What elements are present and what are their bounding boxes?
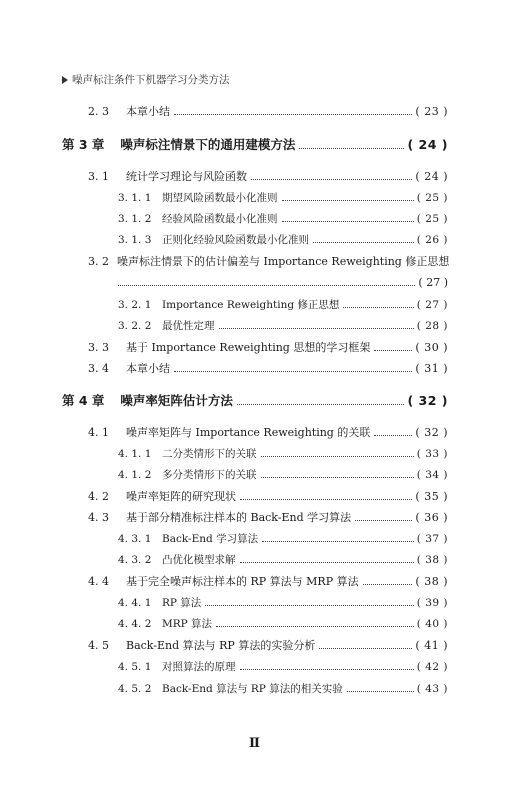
toc-entry-page: ( 37 ) bbox=[416, 533, 448, 545]
toc-entry-number: 4. 4. 2 bbox=[118, 618, 152, 630]
toc-entry-number: 3. 4 bbox=[88, 362, 109, 375]
toc-entry-page: ( 38 ) bbox=[415, 575, 448, 588]
toc-entry-number: 4. 2 bbox=[88, 490, 109, 503]
leader-dots bbox=[251, 179, 412, 180]
toc-entry-number: 3. 2 bbox=[88, 255, 109, 268]
toc-entry[interactable] bbox=[88, 639, 448, 653]
toc-entry-number: 3. 1. 3 bbox=[118, 234, 152, 246]
toc-entry-number: 4. 1. 2 bbox=[118, 469, 152, 481]
toc-entry-number: 3. 3 bbox=[88, 341, 109, 354]
toc-entry-page: ( 27 ) bbox=[416, 299, 448, 311]
leader-dots bbox=[261, 456, 414, 457]
toc-entry[interactable] bbox=[88, 105, 448, 119]
toc-entry-title: 最优性定理 bbox=[162, 320, 215, 332]
toc-entry-page: ( 38 ) bbox=[416, 554, 448, 566]
leader-dots bbox=[313, 242, 414, 243]
toc-entry-page: ( 32 ) bbox=[407, 393, 448, 408]
leader-dots bbox=[282, 200, 414, 201]
toc-entry-title: 多分类情形下的关联 bbox=[162, 469, 257, 481]
toc-entry-title: 正则化经验风险函数最小化准则 bbox=[162, 234, 309, 246]
toc-entry[interactable] bbox=[88, 490, 448, 504]
toc-entry[interactable] bbox=[88, 511, 448, 525]
toc-entry-number: 4. 4. 1 bbox=[118, 597, 152, 609]
toc-entry[interactable] bbox=[88, 341, 448, 355]
page-folio: Ⅱ bbox=[249, 736, 260, 751]
toc-entry-number: 2. 3 bbox=[88, 105, 109, 118]
leader-dots bbox=[219, 328, 414, 329]
toc-entry[interactable] bbox=[88, 255, 448, 269]
toc-entry[interactable] bbox=[118, 532, 448, 546]
toc-entry-title: Back-End 算法与 RP 算法的相关实验 bbox=[162, 683, 343, 695]
toc-entry-title: 统计学习理论与风险函数 bbox=[126, 170, 247, 183]
toc-entry-title: Back-End 算法与 RP 算法的实验分析 bbox=[126, 639, 316, 652]
toc-entry-page: ( 24 ) bbox=[407, 137, 448, 152]
toc-entry-title: 基于 Importance Reweighting 思想的学习框架 bbox=[126, 341, 371, 354]
toc-entry-number: 4. 3. 1 bbox=[118, 533, 152, 545]
toc-entry-page: ( 26 ) bbox=[416, 234, 448, 246]
toc-entry-number: 3. 2. 2 bbox=[118, 320, 152, 332]
toc-entry[interactable] bbox=[118, 233, 448, 247]
toc-entry-title: RP 算法 bbox=[162, 597, 202, 609]
toc-entry-continuation[interactable] bbox=[118, 276, 448, 289]
toc-entry-number: 3. 1. 1 bbox=[118, 192, 152, 204]
toc-entry-page: ( 25 ) bbox=[416, 192, 448, 204]
toc-entry-page: ( 33 ) bbox=[416, 448, 448, 460]
leader-dots bbox=[363, 584, 413, 585]
leader-dots bbox=[261, 477, 414, 478]
leader-dots bbox=[343, 307, 413, 308]
toc-entry-page: ( 39 ) bbox=[416, 597, 448, 609]
running-header-title: 噪声标注条件下机器学习分类方法 bbox=[72, 74, 230, 86]
toc-entry-title: 噪声率矩阵的研究现状 bbox=[126, 490, 236, 503]
toc-entry-page: ( 24 ) bbox=[415, 170, 448, 183]
toc-entry-title: Back-End 学习算法 bbox=[162, 533, 259, 545]
toc-entry-number: 4. 5. 1 bbox=[118, 661, 152, 673]
toc-entry-number: 4. 4 bbox=[88, 575, 109, 588]
toc-entry[interactable] bbox=[88, 170, 448, 184]
toc-entry[interactable] bbox=[118, 447, 448, 461]
leader-dots bbox=[282, 221, 414, 222]
toc-entry[interactable] bbox=[118, 212, 448, 226]
toc-entry[interactable] bbox=[118, 660, 448, 674]
toc-entry-number: 4. 5. 2 bbox=[118, 683, 152, 695]
toc-entry[interactable] bbox=[118, 682, 448, 696]
leader-dots bbox=[374, 435, 412, 436]
toc-entry-number: 4. 3 bbox=[88, 511, 109, 524]
toc-entry-title: 噪声标注情景下的估计偏差与 Importance Reweighting 修正思想 bbox=[117, 255, 450, 268]
toc-entry-page: ( 34 ) bbox=[416, 469, 448, 481]
leader-dots bbox=[237, 404, 405, 405]
leader-dots bbox=[347, 691, 414, 692]
triangle-marker-icon bbox=[62, 76, 68, 84]
toc-entry-page: ( 23 ) bbox=[415, 105, 448, 118]
toc-entry-title: 经验风险函数最小化准则 bbox=[162, 213, 278, 225]
toc-entry-title: 本章小结 bbox=[126, 105, 170, 118]
toc-entry-number: 4. 1. 1 bbox=[118, 448, 152, 460]
leader-dots bbox=[118, 285, 415, 286]
toc-entry-title: Importance Reweighting 修正思想 bbox=[162, 299, 340, 311]
toc-entry-page: ( 31 ) bbox=[415, 362, 448, 375]
toc-entry-title: MRP 算法 bbox=[162, 618, 213, 630]
toc-entry[interactable] bbox=[88, 575, 448, 589]
toc-entry-title: 基于完全噪声标注样本的 RP 算法与 MRP 算法 bbox=[126, 575, 359, 588]
toc-entry-page: ( 27 ) bbox=[418, 276, 448, 289]
leader-dots bbox=[374, 350, 412, 351]
toc-entry-title: 期望风险函数最小化准则 bbox=[162, 192, 278, 204]
leader-dots bbox=[240, 562, 414, 563]
leader-dots bbox=[319, 648, 412, 649]
leader-dots bbox=[216, 626, 414, 627]
toc-entry-title: 对照算法的原理 bbox=[162, 661, 236, 673]
leader-dots bbox=[240, 669, 414, 670]
toc-entry-number: 3. 2. 1 bbox=[118, 299, 152, 311]
toc-chapter-title: 噪声率矩阵估计方法 bbox=[120, 393, 233, 408]
toc-entry-title: 噪声率矩阵与 Importance Reweighting 的关联 bbox=[126, 426, 371, 439]
toc-entry-title: 本章小结 bbox=[126, 362, 170, 375]
toc-entry[interactable] bbox=[118, 596, 448, 610]
toc-entry-title: 基于部分精准标注样本的 Back-End 学习算法 bbox=[126, 511, 352, 524]
toc-chapter-title: 噪声标注情景下的通用建模方法 bbox=[120, 137, 296, 152]
toc-entry[interactable] bbox=[88, 426, 448, 440]
leader-dots bbox=[174, 371, 412, 372]
toc-entry-number: 3. 1. 2 bbox=[118, 213, 152, 225]
toc-entry-page: ( 36 ) bbox=[415, 511, 448, 524]
toc-entry-title: 凸优化模型求解 bbox=[162, 554, 236, 566]
toc-entry-page: ( 28 ) bbox=[416, 320, 448, 332]
leader-dots bbox=[299, 148, 404, 149]
toc-entry[interactable] bbox=[118, 553, 448, 567]
toc-entry-page: ( 25 ) bbox=[416, 213, 448, 225]
toc-entry-page: ( 40 ) bbox=[416, 618, 448, 630]
leader-dots bbox=[240, 499, 412, 500]
toc-entry-page: ( 41 ) bbox=[415, 639, 448, 652]
toc-entry[interactable] bbox=[118, 319, 448, 333]
toc-chapter-number: 第 4 章 bbox=[62, 393, 105, 408]
toc-entry-page: ( 30 ) bbox=[415, 341, 448, 354]
toc-entry-number: 4. 3. 2 bbox=[118, 554, 152, 566]
toc-entry-title: 二分类情形下的关联 bbox=[162, 448, 257, 460]
leader-dots bbox=[355, 520, 412, 521]
toc-entry-number: 3. 1 bbox=[88, 170, 109, 183]
toc-entry[interactable] bbox=[118, 191, 448, 205]
running-header bbox=[62, 72, 230, 87]
toc-entry[interactable] bbox=[118, 298, 448, 312]
toc-chapter-entry[interactable] bbox=[62, 394, 448, 408]
toc-entry[interactable] bbox=[88, 362, 448, 376]
toc-entry-number: 4. 1 bbox=[88, 426, 109, 439]
toc-entry-page: ( 43 ) bbox=[416, 683, 448, 695]
leader-dots bbox=[205, 605, 413, 606]
toc-chapter-number: 第 3 章 bbox=[62, 137, 105, 152]
toc-entry-page: ( 35 ) bbox=[415, 490, 448, 503]
leader-dots bbox=[174, 114, 412, 115]
leader-dots bbox=[262, 541, 414, 542]
toc-entry-number: 4. 5 bbox=[88, 639, 109, 652]
toc-entry-page: ( 32 ) bbox=[415, 426, 448, 439]
toc-entry[interactable] bbox=[118, 468, 448, 482]
toc-entry[interactable] bbox=[118, 617, 448, 631]
toc-chapter-entry[interactable] bbox=[62, 138, 448, 152]
toc-entry-page: ( 42 ) bbox=[416, 661, 448, 673]
